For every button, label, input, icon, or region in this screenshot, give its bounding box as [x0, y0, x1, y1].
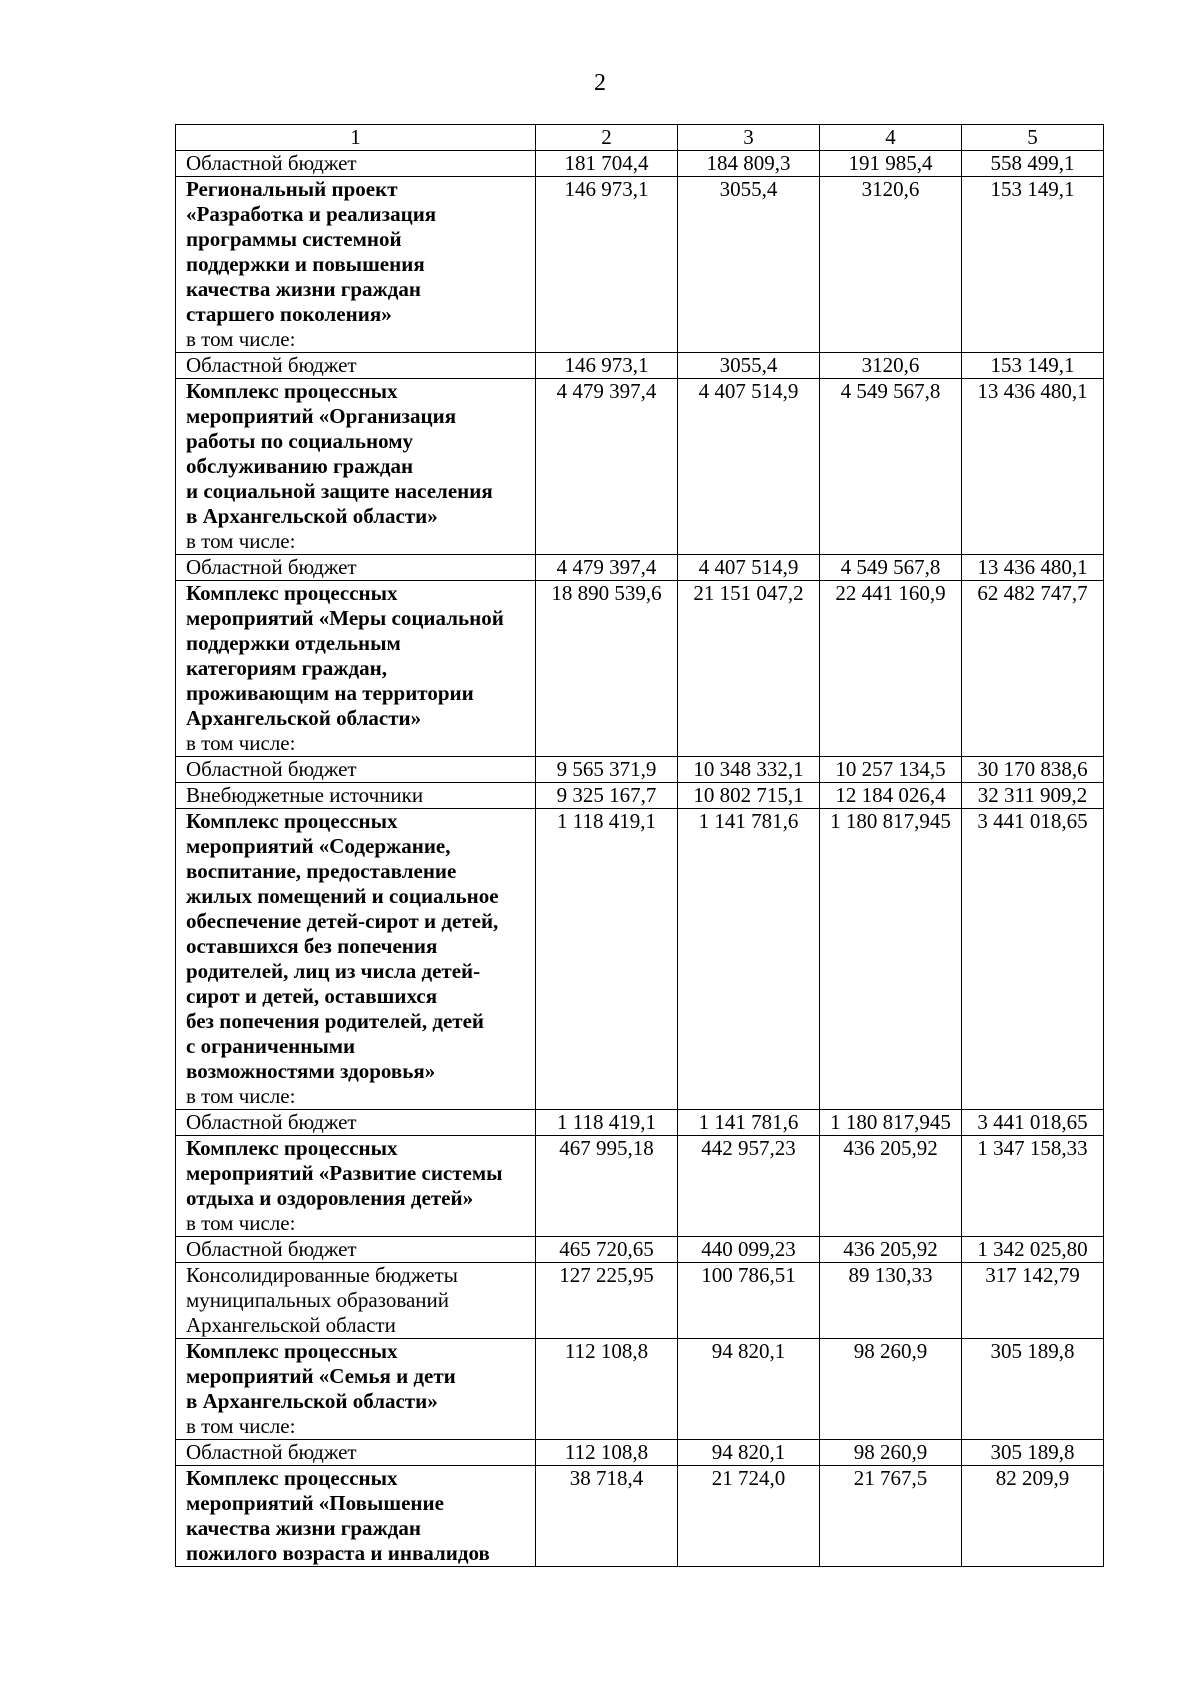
value-cell-col-2: 112 108,8: [536, 1339, 678, 1440]
value-cell-col-4: 21 767,5: [820, 1466, 962, 1567]
value-cell-col-2: 181 704,4: [536, 151, 678, 177]
value-cell-col-3: 21 724,0: [678, 1466, 820, 1567]
program-row: [176, 809, 1104, 1110]
value-cell-col-2: 9 565 371,9: [536, 757, 678, 783]
value-cell-col-3: 1 141 781,6: [678, 1110, 820, 1136]
funding-source-line: Областной бюджет: [186, 1237, 357, 1261]
program-name-line: работы по социальному: [186, 429, 414, 453]
value-cell-col-4: 98 260,9: [820, 1440, 962, 1466]
value-cell-col-2: 4 479 397,4: [536, 379, 678, 555]
row-label-cell: [176, 177, 536, 353]
funding-source-line: Консолидированные бюджеты: [186, 1263, 458, 1287]
value-cell-col-2: 1 118 419,1: [536, 1110, 678, 1136]
row-label-cell: [176, 1136, 536, 1237]
program-name-line: Комплекс процессных: [186, 1466, 398, 1490]
program-name-line: возможностями здоровья»: [186, 1059, 436, 1083]
column-number-header-row: [176, 125, 1104, 151]
value-cell-col-4: 3120,6: [820, 177, 962, 353]
program-name-line: оставшихся без попечения: [186, 934, 438, 958]
program-row: [176, 177, 1104, 353]
including-label: в том числе:: [186, 1414, 296, 1438]
funding-source-row: [176, 1110, 1104, 1136]
funding-source-line: Областной бюджет: [186, 1110, 357, 1134]
value-cell-col-4: 4 549 567,8: [820, 555, 962, 581]
value-cell-col-3: 94 820,1: [678, 1440, 820, 1466]
program-row: [176, 1466, 1104, 1567]
value-cell-col-4: 3120,6: [820, 353, 962, 379]
row-label-cell: [176, 1466, 536, 1567]
program-name-line: без попечения родителей, детей: [186, 1009, 485, 1033]
including-label: в том числе:: [186, 529, 296, 553]
program-name-line: родителей, лиц из числа детей-: [186, 959, 481, 983]
funding-source-row: [176, 1263, 1104, 1339]
value-cell-col-3: 10 802 715,1: [678, 783, 820, 809]
value-cell-col-4: 22 441 160,9: [820, 581, 962, 757]
value-cell-col-5: 153 149,1: [962, 353, 1104, 379]
program-name-line: проживающим на территории: [186, 681, 474, 705]
value-cell-col-2: 127 225,95: [536, 1263, 678, 1339]
budget-table-body: [176, 125, 1104, 1567]
program-name-line: Региональный проект: [186, 177, 398, 201]
program-name-line: с ограниченными: [186, 1034, 356, 1058]
program-name-line: мероприятий «Меры социальной: [186, 606, 504, 630]
funding-source-line: Областной бюджет: [186, 151, 357, 175]
value-cell-col-2: 146 973,1: [536, 353, 678, 379]
value-cell-col-5: 62 482 747,7: [962, 581, 1104, 757]
row-label-cell: [176, 353, 536, 379]
funding-source-row: [176, 757, 1104, 783]
value-cell-col-2: 4 479 397,4: [536, 555, 678, 581]
value-cell-col-3: 4 407 514,9: [678, 555, 820, 581]
row-label-cell: [176, 1263, 536, 1339]
including-label: в том числе:: [186, 731, 296, 755]
value-cell-col-5: 3 441 018,65: [962, 809, 1104, 1110]
funding-source-line: Областной бюджет: [186, 353, 357, 377]
funding-source-row: [176, 555, 1104, 581]
program-name-line: качества жизни граждан: [186, 277, 421, 301]
program-row: [176, 1136, 1104, 1237]
program-name-line: и социальной защите населения: [186, 479, 493, 503]
column-header: 1: [176, 125, 536, 151]
funding-source-line: муниципальных образований: [186, 1288, 449, 1312]
program-name-line: поддержки и повышения: [186, 252, 425, 276]
program-name-line: мероприятий «Развитие системы: [186, 1161, 503, 1185]
funding-source-line: Областной бюджет: [186, 555, 357, 579]
value-cell-col-5: 305 189,8: [962, 1440, 1104, 1466]
value-cell-col-3: 184 809,3: [678, 151, 820, 177]
program-name-line: воспитание, предоставление: [186, 859, 457, 883]
value-cell-col-3: 440 099,23: [678, 1237, 820, 1263]
program-name-line: в Архангельской области»: [186, 504, 438, 528]
value-cell-col-4: 1 180 817,945: [820, 809, 962, 1110]
program-name-line: отдыха и оздоровления детей»: [186, 1186, 474, 1210]
funding-source-line: Архангельской области: [186, 1313, 396, 1337]
program-name-line: жилых помещений и социальное: [186, 884, 499, 908]
value-cell-col-3: 3055,4: [678, 177, 820, 353]
value-cell-col-5: 3 441 018,65: [962, 1110, 1104, 1136]
value-cell-col-4: 1 180 817,945: [820, 1110, 962, 1136]
value-cell-col-2: 38 718,4: [536, 1466, 678, 1567]
program-name-line: мероприятий «Содержание,: [186, 834, 451, 858]
value-cell-col-4: 89 130,33: [820, 1263, 962, 1339]
value-cell-col-3: 10 348 332,1: [678, 757, 820, 783]
program-name-line: «Разработка и реализация: [186, 202, 437, 226]
column-header: 3: [678, 125, 820, 151]
row-label-cell: [176, 1339, 536, 1440]
page-number: 2: [594, 70, 606, 96]
value-cell-col-4: 191 985,4: [820, 151, 962, 177]
value-cell-col-3: 21 151 047,2: [678, 581, 820, 757]
value-cell-col-5: 1 342 025,80: [962, 1237, 1104, 1263]
program-name-line: в Архангельской области»: [186, 1389, 438, 1413]
program-name-line: качества жизни граждан: [186, 1516, 421, 1540]
value-cell-col-3: 94 820,1: [678, 1339, 820, 1440]
row-label-cell: [176, 555, 536, 581]
value-cell-col-2: 146 973,1: [536, 177, 678, 353]
value-cell-col-4: 10 257 134,5: [820, 757, 962, 783]
value-cell-col-2: 465 720,65: [536, 1237, 678, 1263]
program-name-line: старшего поколения»: [186, 302, 392, 326]
program-name-line: Комплекс процессных: [186, 1136, 398, 1160]
value-cell-col-4: 12 184 026,4: [820, 783, 962, 809]
value-cell-col-4: 436 205,92: [820, 1237, 962, 1263]
program-name-line: Комплекс процессных: [186, 1339, 398, 1363]
funding-source-row: [176, 151, 1104, 177]
program-row: [176, 581, 1104, 757]
value-cell-col-3: 442 957,23: [678, 1136, 820, 1237]
including-label: в том числе:: [186, 1084, 296, 1108]
value-cell-col-5: 153 149,1: [962, 177, 1104, 353]
value-cell-col-4: 4 549 567,8: [820, 379, 962, 555]
funding-source-row: [176, 353, 1104, 379]
value-cell-col-2: 112 108,8: [536, 1440, 678, 1466]
program-name-line: обеспечение детей-сирот и детей,: [186, 909, 499, 933]
including-label: в том числе:: [186, 1211, 296, 1235]
value-cell-col-5: 13 436 480,1: [962, 379, 1104, 555]
value-cell-col-3: 100 786,51: [678, 1263, 820, 1339]
column-header: 2: [536, 125, 678, 151]
program-name-line: программы системной: [186, 227, 402, 251]
value-cell-col-5: 32 311 909,2: [962, 783, 1104, 809]
row-label-cell: [176, 783, 536, 809]
value-cell-col-5: 558 499,1: [962, 151, 1104, 177]
value-cell-col-2: 467 995,18: [536, 1136, 678, 1237]
program-name-line: Комплекс процессных: [186, 379, 398, 403]
program-name-line: пожилого возраста и инвалидов: [186, 1541, 490, 1565]
column-header: 4: [820, 125, 962, 151]
value-cell-col-3: 1 141 781,6: [678, 809, 820, 1110]
value-cell-col-5: 30 170 838,6: [962, 757, 1104, 783]
value-cell-col-2: 9 325 167,7: [536, 783, 678, 809]
funding-source-line: Областной бюджет: [186, 757, 357, 781]
program-name-line: мероприятий «Повышение: [186, 1491, 444, 1515]
funding-source-row: [176, 1440, 1104, 1466]
value-cell-col-2: 18 890 539,6: [536, 581, 678, 757]
row-label-cell: [176, 809, 536, 1110]
row-label-cell: [176, 151, 536, 177]
program-row: [176, 1339, 1104, 1440]
program-name-line: поддержки отдельным: [186, 631, 401, 655]
funding-source-row: [176, 1237, 1104, 1263]
row-label-cell: [176, 1110, 536, 1136]
funding-source-row: [176, 783, 1104, 809]
funding-source-line: Областной бюджет: [186, 1440, 357, 1464]
including-label: в том числе:: [186, 327, 296, 351]
value-cell-col-5: 317 142,79: [962, 1263, 1104, 1339]
value-cell-col-5: 1 347 158,33: [962, 1136, 1104, 1237]
budget-table: [175, 124, 1104, 1567]
value-cell-col-5: 13 436 480,1: [962, 555, 1104, 581]
program-name-line: обслуживанию граждан: [186, 454, 414, 478]
value-cell-col-5: 82 209,9: [962, 1466, 1104, 1567]
program-name-line: мероприятий «Организация: [186, 404, 457, 428]
value-cell-col-2: 1 118 419,1: [536, 809, 678, 1110]
row-label-cell: [176, 757, 536, 783]
row-label-cell: [176, 1440, 536, 1466]
program-name-line: Архангельской области»: [186, 706, 422, 730]
program-name-line: категориям граждан,: [186, 656, 387, 680]
row-label-cell: [176, 379, 536, 555]
program-name-line: мероприятий «Семья и дети: [186, 1364, 456, 1388]
value-cell-col-4: 98 260,9: [820, 1339, 962, 1440]
funding-source-line: Внебюджетные источники: [186, 783, 424, 807]
value-cell-col-3: 3055,4: [678, 353, 820, 379]
program-name-line: Комплекс процессных: [186, 581, 398, 605]
value-cell-col-3: 4 407 514,9: [678, 379, 820, 555]
column-header: 5: [962, 125, 1104, 151]
value-cell-col-4: 436 205,92: [820, 1136, 962, 1237]
program-row: [176, 379, 1104, 555]
row-label-cell: [176, 581, 536, 757]
row-label-cell: [176, 1237, 536, 1263]
program-name-line: Комплекс процессных: [186, 809, 398, 833]
program-name-line: сирот и детей, оставшихся: [186, 984, 438, 1008]
value-cell-col-5: 305 189,8: [962, 1339, 1104, 1440]
